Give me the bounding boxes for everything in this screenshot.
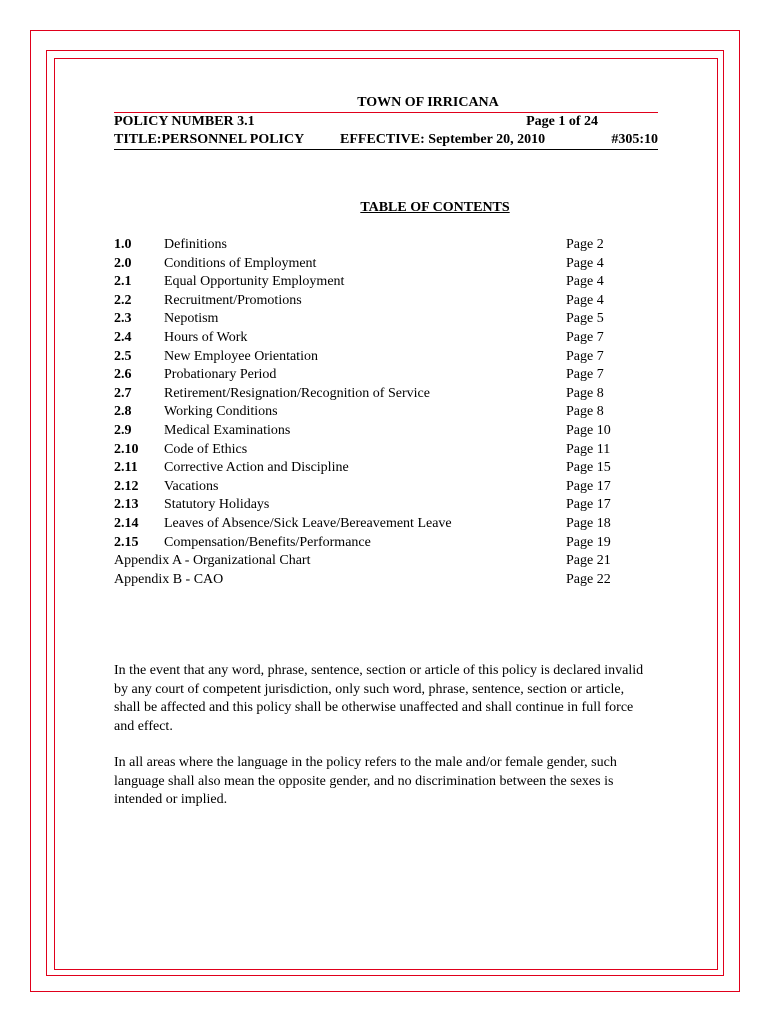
- gender-language-paragraph: In all areas where the language in the policy refers to the male and/or female gender, such language shall also mean the opposite gender, and no discrimination between the sexes is intended or implied.: [114, 755, 617, 807]
- toc-page-reference: Page 7: [566, 329, 604, 345]
- toc-appendix-row: [114, 552, 634, 571]
- toc-section-label: Code of Ethics: [164, 441, 248, 457]
- toc-section-number: 2.9: [114, 422, 132, 438]
- toc-section-label: Leaves of Absence/Sick Leave/Bereavement Leave: [164, 515, 452, 531]
- policy-reference-number: #305:10: [611, 132, 658, 147]
- toc-section-number: 2.6: [114, 367, 132, 383]
- toc-page-reference: Page 4: [566, 255, 604, 271]
- severability-paragraph: In the event that any word, phrase, sentence, section or article of this policy is declared invalid by any court of competent jurisdiction, only such word, phrase, sentence, section or article, shall be affected and this policy shall be otherwise unaffected and shall continue in full force and effect.: [114, 663, 644, 734]
- toc-row: [114, 348, 634, 367]
- toc-row: [114, 310, 634, 329]
- toc-section-number: 2.12: [114, 478, 139, 494]
- toc-section-number: 2.14: [114, 515, 139, 531]
- toc-section-label: Hours of Work: [164, 329, 248, 345]
- toc-section-label: Conditions of Employment: [164, 255, 317, 271]
- toc-page-reference: Page 7: [566, 348, 604, 364]
- toc-page-reference: Page 18: [566, 515, 611, 531]
- toc-section-label: New Employee Orientation: [164, 348, 318, 364]
- toc-page-reference: Page 5: [566, 311, 604, 327]
- toc-row: [114, 403, 634, 422]
- document-header: [114, 94, 658, 150]
- effective-date: EFFECTIVE: September 20, 2010: [340, 132, 546, 147]
- header-row-title: [114, 131, 658, 149]
- toc-section-number: 2.13: [114, 497, 139, 513]
- toc-section-label: Definitions: [164, 237, 227, 252]
- toc-appendix-row: [114, 571, 634, 590]
- policy-title: TITLE:PERSONNEL POLICY: [114, 132, 305, 147]
- toc-page-reference: Page 4: [566, 292, 604, 308]
- toc-row: [114, 478, 634, 497]
- toc-heading: [0, 199, 770, 217]
- toc-section-label: Compensation/Benefits/Performance: [164, 534, 371, 550]
- toc-section-number: 2.11: [114, 460, 138, 476]
- toc-section-label: Probationary Period: [164, 367, 277, 383]
- toc-page-reference: Page 17: [566, 497, 611, 513]
- toc-section-number: 2.1: [114, 274, 132, 290]
- toc-section-label: Retirement/Resignation/Recognition of Service: [164, 385, 430, 401]
- toc-row: [114, 496, 634, 515]
- toc-section-number: 2.8: [114, 404, 132, 420]
- toc-row: [114, 329, 634, 348]
- toc-row: [114, 292, 634, 311]
- toc-section-label: Vacations: [164, 478, 219, 494]
- header-rule-black: [114, 149, 658, 150]
- toc-section-label: Medical Examinations: [164, 422, 291, 438]
- toc-row: [114, 515, 634, 534]
- toc-section-label: Corrective Action and Discipline: [164, 460, 349, 476]
- toc-section-label: Nepotism: [164, 311, 219, 327]
- toc-page-reference: Page 10: [566, 422, 611, 438]
- toc-page-reference: Page 22: [566, 571, 611, 587]
- toc-row: [114, 534, 634, 553]
- toc-section-number: 2.15: [114, 534, 139, 550]
- toc-row: [114, 273, 634, 292]
- table-of-contents: [114, 236, 634, 589]
- toc-section-number: 2.5: [114, 348, 132, 364]
- toc-page-reference: Page 7: [566, 367, 604, 383]
- toc-heading-text: TABLE OF CONTENTS: [360, 200, 510, 215]
- toc-section-number: 2.10: [114, 441, 139, 457]
- toc-page-reference: Page 4: [566, 274, 604, 290]
- toc-page-reference: Page 17: [566, 478, 611, 494]
- toc-page-reference: Page 8: [566, 404, 604, 420]
- toc-page-reference: Page 8: [566, 385, 604, 401]
- toc-page-reference: Page 19: [566, 534, 611, 550]
- toc-row: [114, 459, 634, 478]
- toc-section-number: 2.3: [114, 311, 132, 327]
- toc-page-reference: Page 21: [566, 553, 611, 569]
- toc-section-label: Statutory Holidays: [164, 497, 270, 513]
- header-row-policy: [114, 113, 658, 131]
- toc-section-number: 2.2: [114, 292, 132, 308]
- toc-section-label: Equal Opportunity Employment: [164, 274, 345, 290]
- toc-row: [114, 385, 634, 404]
- toc-page-reference: Page 2: [566, 237, 604, 252]
- toc-row: [114, 366, 634, 385]
- toc-row: [114, 255, 634, 274]
- toc-row: [114, 236, 634, 255]
- toc-appendix-label: Appendix A - Organizational Chart: [114, 553, 311, 569]
- toc-page-reference: Page 15: [566, 460, 611, 476]
- toc-section-number: 1.0: [114, 237, 132, 252]
- toc-page-reference: Page 11: [566, 441, 611, 457]
- toc-section-label: Recruitment/Promotions: [164, 292, 302, 308]
- toc-row: [114, 441, 634, 460]
- toc-appendix-label: Appendix B - CAO: [114, 571, 224, 587]
- toc-section-number: 2.7: [114, 385, 132, 401]
- town-name: TOWN OF IRRICANA: [357, 95, 499, 110]
- toc-section-number: 2.4: [114, 329, 132, 345]
- toc-row: [114, 422, 634, 441]
- toc-section-label: Working Conditions: [164, 404, 278, 420]
- toc-section-number: 2.0: [114, 255, 132, 271]
- policy-number: POLICY NUMBER 3.1: [114, 114, 255, 129]
- page-indicator: Page 1 of 24: [526, 114, 598, 129]
